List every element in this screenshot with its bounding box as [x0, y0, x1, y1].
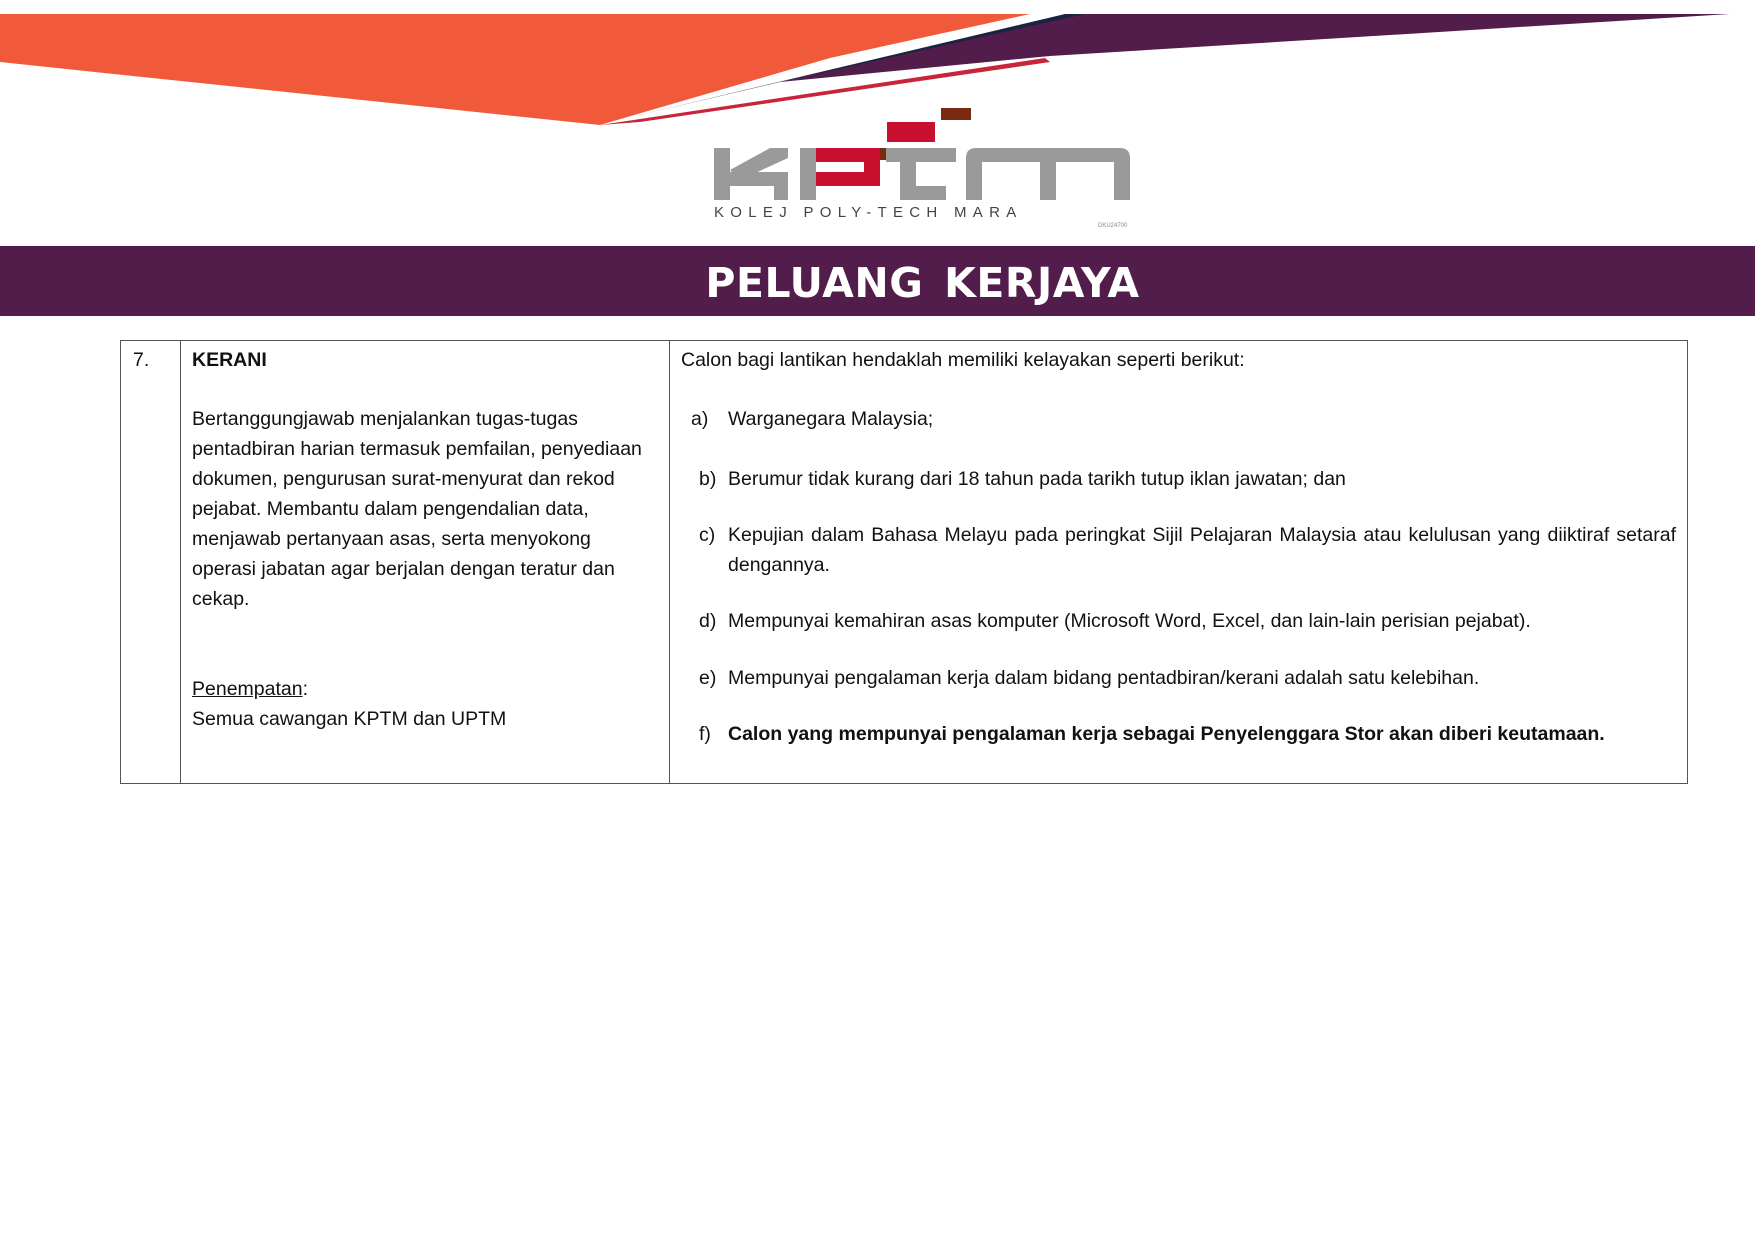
list-marker: b) — [699, 468, 717, 490]
list-item — [681, 663, 1677, 693]
requirement-text: Warganegara Malaysia; — [728, 408, 934, 430]
list-marker: d) — [699, 610, 717, 632]
list-marker: e) — [699, 667, 717, 689]
logo-letter-t — [886, 148, 956, 200]
requirement-text: Berumur tidak kurang dari 18 tahun pada tarikh tutup iklan jawatan; dan — [728, 468, 1346, 490]
job-table — [120, 340, 1688, 784]
requirements-intro: Calon bagi lantikan hendaklah memiliki kelayakan seperti berikut: — [681, 349, 1245, 371]
kptm-logo — [700, 100, 1140, 232]
list-item — [681, 464, 1677, 494]
list-item — [681, 404, 1677, 434]
list-item — [681, 719, 1677, 749]
placement-label: Penempatan — [192, 678, 303, 700]
logo-letter-p — [800, 148, 880, 200]
requirement-text: Mempunyai kemahiran asas komputer (Microsoft Word, Excel, dan lain-lain perisian pejabat). — [728, 610, 1531, 632]
placement-block — [192, 674, 659, 734]
requirements-cell — [670, 341, 1688, 784]
logo-reg-no: DKU24700 — [1098, 223, 1128, 229]
logo-brown-square — [941, 108, 971, 120]
logo-full-name: KOLEJ POLY-TECH MARA — [714, 204, 1023, 221]
list-marker: a) — [691, 408, 709, 430]
requirement-text: Calon yang mempunyai pengalaman kerja sebagai Penyelenggara Stor akan diberi keutamaan. — [728, 723, 1605, 745]
list-marker: f) — [699, 723, 711, 745]
table-row — [121, 341, 1688, 784]
page-title: PELUANG KERJAYA — [705, 259, 1140, 307]
placement-colon: : — [302, 678, 309, 700]
list-marker: c) — [699, 524, 716, 546]
logo-red-square — [887, 122, 935, 142]
job-number: 7. — [133, 349, 150, 371]
job-description: Bertanggungjawab menjalankan tugas-tugas pentadbiran harian termasuk pemfailan, penyediaan dokumen, pengurusan surat-menyurat dan rekod pejabat. Membantu dalam pengendalian data, menjawab pertanyaan asas, serta menyokong operasi jabatan agar berjalan dengan teratur dan cekap. — [192, 408, 642, 610]
list-item — [681, 520, 1677, 580]
job-number-cell — [121, 341, 181, 784]
requirements-list — [681, 404, 1677, 749]
requirement-text: Mempunyai pengalaman kerja dalam bidang pentadbiran/kerani adalah satu kelebihan. — [728, 667, 1480, 689]
logo-letter-m — [966, 148, 1130, 200]
list-item — [681, 606, 1677, 636]
job-title: KERANI — [192, 349, 267, 371]
logo-letter-k — [714, 148, 788, 200]
requirement-text: Kepujian dalam Bahasa Melayu pada peringkat Sijil Pelajaran Malaysia atau kelulusan yang diiktiraf setaraf dengannya. — [728, 524, 1676, 576]
placement-value: Semua cawangan KPTM dan UPTM — [192, 708, 507, 730]
job-description-cell — [181, 341, 670, 784]
title-band — [0, 246, 1755, 316]
